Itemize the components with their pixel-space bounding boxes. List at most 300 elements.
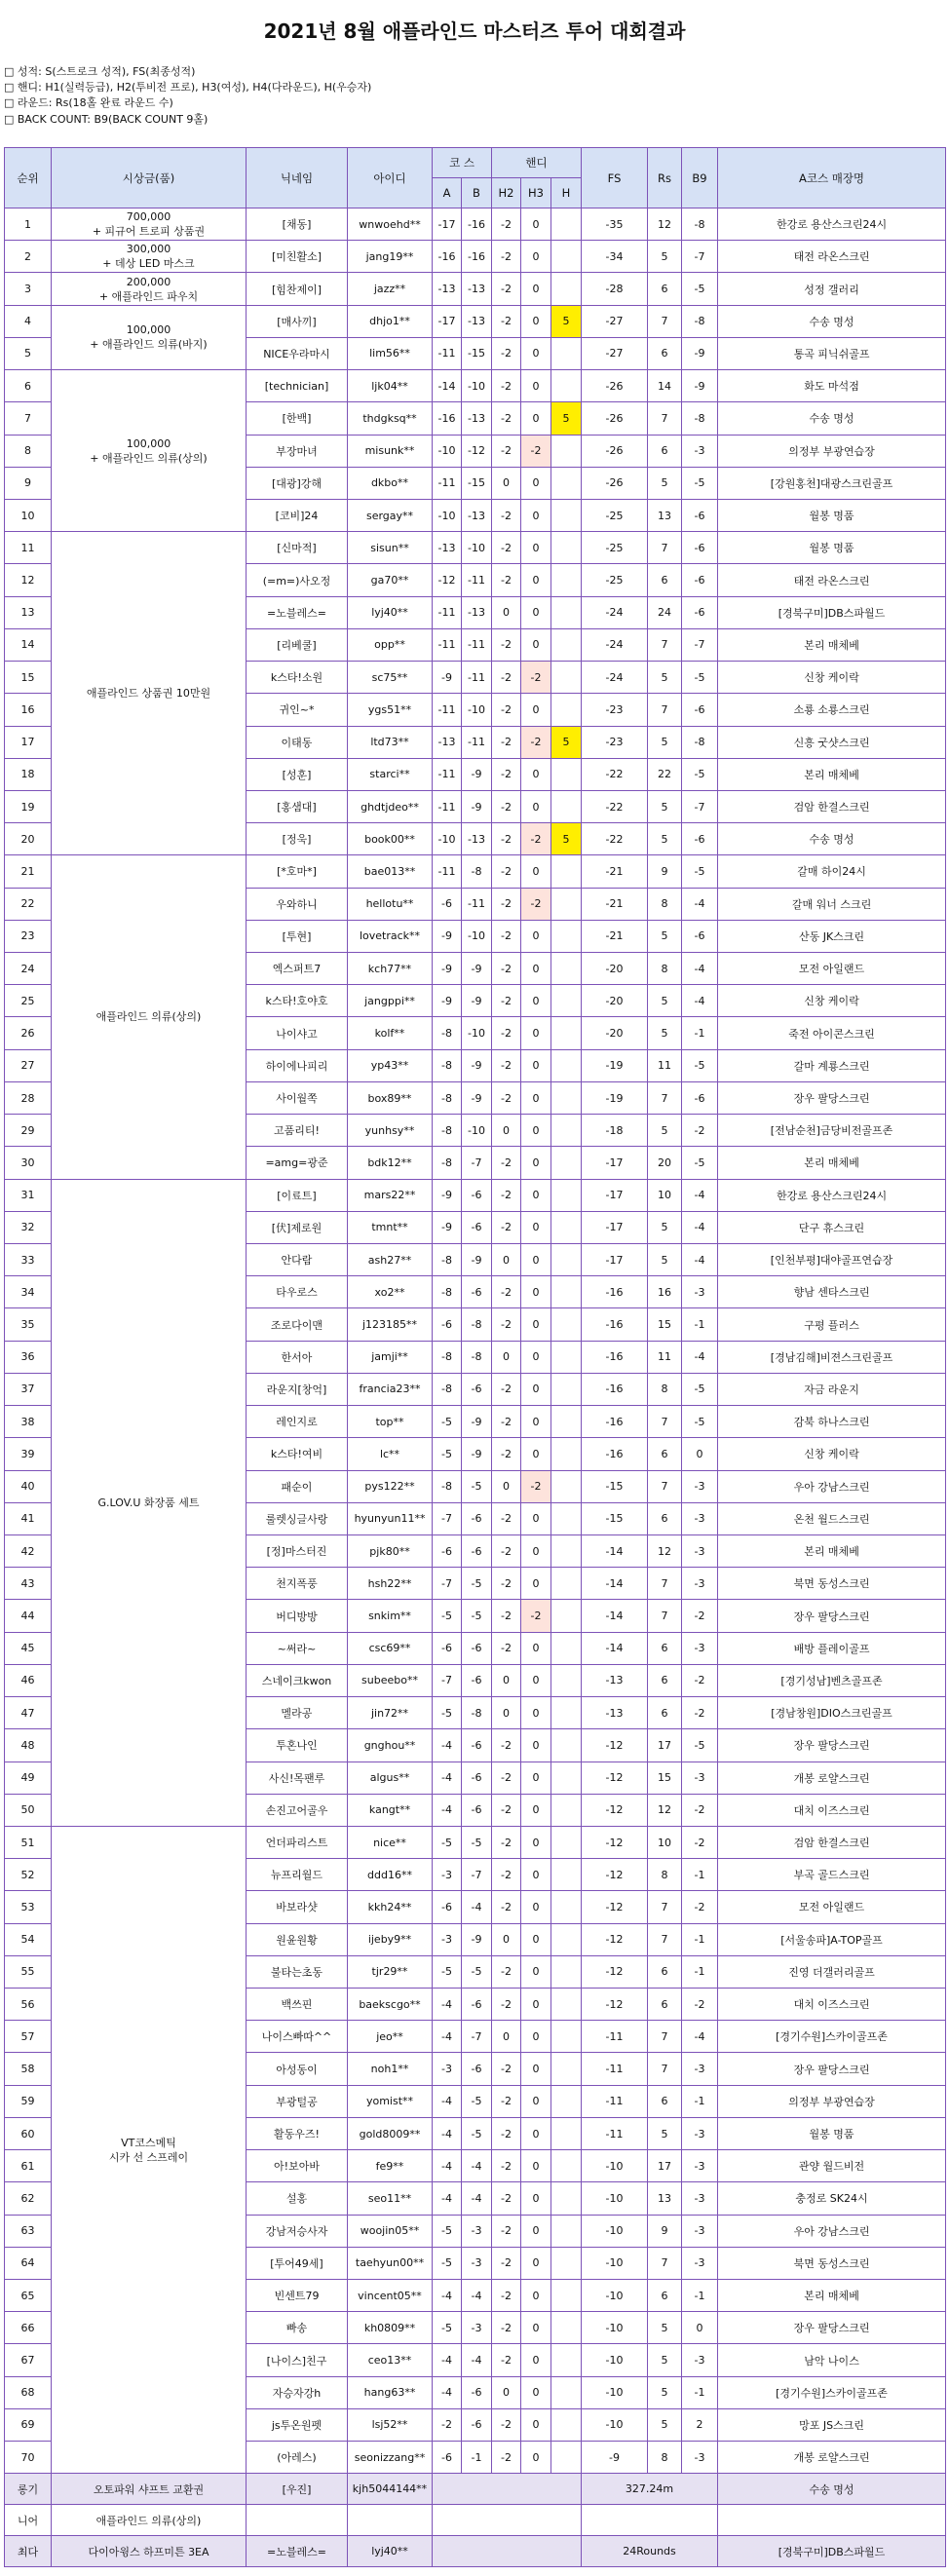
cell-h3: 0 [521, 467, 551, 499]
special-prize: 애플라인드 의류(상의) [52, 2505, 247, 2536]
cell-a: -6 [433, 2442, 462, 2474]
cell-b: -15 [462, 467, 492, 499]
cell-b9: -5 [682, 1049, 718, 1081]
cell-b9: -2 [682, 1600, 718, 1632]
cell-nickname: [*호마*] [247, 855, 348, 888]
cell-b9: -8 [682, 726, 718, 758]
cell-h2: -2 [492, 1989, 521, 2021]
cell-id: lsj52** [348, 2408, 433, 2441]
cell-rs: 6 [648, 337, 682, 369]
cell-b9: -7 [682, 241, 718, 273]
cell-rank: 13 [5, 596, 52, 628]
cell-rs: 13 [648, 2182, 682, 2215]
cell-rs: 17 [648, 1729, 682, 1762]
cell-h [551, 790, 582, 822]
cell-h3: 0 [521, 1276, 551, 1308]
cell-id: wnwoehd** [348, 208, 433, 241]
cell-h [551, 1568, 582, 1600]
cell-rs: 6 [648, 273, 682, 305]
cell-rank: 19 [5, 790, 52, 822]
cell-id: nice** [348, 1826, 433, 1858]
cell-store: 온천 월드스크린 [718, 1502, 946, 1534]
cell-a: -4 [433, 2085, 462, 2117]
cell-store: 성정 갤러리 [718, 273, 946, 305]
cell-fs: -35 [582, 208, 648, 241]
cell-store: [전남순천]금당비전골프존 [718, 1115, 946, 1147]
cell-h3: -2 [521, 1600, 551, 1632]
cell-h2: 0 [492, 1115, 521, 1147]
cell-h2: -2 [492, 855, 521, 888]
cell-id: lovetrack** [348, 920, 433, 952]
cell-rs: 5 [648, 1211, 682, 1243]
cell-id: ltd73** [348, 726, 433, 758]
cell-id: dkbo** [348, 467, 433, 499]
cell-h [551, 1049, 582, 1081]
table-row [5, 855, 946, 888]
cell-h3: 0 [521, 920, 551, 952]
cell-b9: -5 [682, 1406, 718, 1438]
cell-id: lyj40** [348, 596, 433, 628]
cell-fs: -16 [582, 1276, 648, 1308]
cell-nickname: ~써라~ [247, 1632, 348, 1664]
cell-prize: 700,000 + 피규어 트로피 상품권 [52, 208, 247, 241]
header-handi: 핸디 [492, 148, 582, 178]
cell-b9: -9 [682, 337, 718, 369]
cell-store: [강원홍천]대광스크린골프 [718, 467, 946, 499]
cell-h2: -2 [492, 2053, 521, 2085]
cell-b: -10 [462, 1115, 492, 1147]
cell-a: -4 [433, 2344, 462, 2376]
cell-nickname: 바보라샷 [247, 1891, 348, 1923]
cell-h: 5 [551, 823, 582, 855]
cell-b: -10 [462, 532, 492, 564]
cell-fs: -21 [582, 920, 648, 952]
cell-h3: 0 [521, 2312, 551, 2344]
cell-b: -5 [462, 1955, 492, 1988]
cell-id: opp** [348, 628, 433, 661]
cell-h3: 0 [521, 208, 551, 241]
cell-rank: 33 [5, 1244, 52, 1276]
cell-h2: -2 [492, 953, 521, 985]
cell-h3: 0 [521, 1179, 551, 1211]
cell-rank: 30 [5, 1147, 52, 1179]
cell-fs: -12 [582, 1794, 648, 1826]
cell-rank: 58 [5, 2053, 52, 2085]
cell-a: -5 [433, 1438, 462, 1470]
cell-h3: 0 [521, 1115, 551, 1147]
cell-h3: 0 [521, 1017, 551, 1049]
cell-id: ddd16** [348, 1859, 433, 1891]
header-fs: FS [582, 148, 648, 208]
cell-rs: 7 [648, 1600, 682, 1632]
cell-prize: 100,000 + 애플라인드 의류(상의) [52, 370, 247, 532]
cell-h [551, 1762, 582, 1794]
cell-rs: 8 [648, 888, 682, 920]
cell-b9: -3 [682, 2215, 718, 2247]
cell-store: 단구 휴스크린 [718, 1211, 946, 1243]
cell-fs: -26 [582, 467, 648, 499]
cell-nickname: 불타는초동 [247, 1955, 348, 1988]
cell-id: bae013** [348, 855, 433, 888]
cell-id: ghdtjdeo** [348, 790, 433, 822]
cell-b9: -6 [682, 564, 718, 596]
special-label: 롱기 [5, 2474, 52, 2505]
cell-fs: -16 [582, 1438, 648, 1470]
special-prize: 오토파워 샤프트 교환권 [52, 2474, 247, 2505]
cell-nickname: 레인지로 [247, 1406, 348, 1438]
cell-h [551, 1081, 582, 1114]
cell-id: starci** [348, 758, 433, 790]
cell-id: jazz** [348, 273, 433, 305]
special-awards [5, 2474, 946, 2567]
cell-h [551, 1179, 582, 1211]
cell-id: dhjo1** [348, 305, 433, 337]
cell-fs: -11 [582, 2053, 648, 2085]
cell-nickname: 고품리티! [247, 1115, 348, 1147]
cell-fs: -10 [582, 2215, 648, 2247]
cell-a: -16 [433, 241, 462, 273]
cell-store: [서울송파]A-TOP골프 [718, 1923, 946, 1955]
cell-b9: -1 [682, 1308, 718, 1341]
cell-a: -7 [433, 1568, 462, 1600]
cell-a: -5 [433, 2247, 462, 2279]
cell-rank: 49 [5, 1762, 52, 1794]
cell-nickname: [채동] [247, 208, 348, 241]
cell-h3: 0 [521, 1373, 551, 1405]
cell-h3: 0 [521, 499, 551, 531]
cell-h3: 0 [521, 1794, 551, 1826]
cell-nickname: 사이월쪽 [247, 1081, 348, 1114]
cell-nickname: [리베쿨] [247, 628, 348, 661]
cell-h2: 0 [492, 467, 521, 499]
cell-a: -8 [433, 1470, 462, 1502]
cell-rank: 12 [5, 564, 52, 596]
cell-store: [경북구미]DB스파월드 [718, 596, 946, 628]
cell-b: -1 [462, 2442, 492, 2474]
cell-b9: -5 [682, 855, 718, 888]
cell-b9: -5 [682, 1373, 718, 1405]
cell-rank: 10 [5, 499, 52, 531]
cell-store: 본리 매체베 [718, 758, 946, 790]
cell-id: mars22** [348, 1179, 433, 1211]
cell-a: -6 [433, 1308, 462, 1341]
cell-rank: 1 [5, 208, 52, 241]
cell-a: -12 [433, 564, 462, 596]
cell-id: subeebo** [348, 1664, 433, 1696]
cell-a: -10 [433, 435, 462, 467]
cell-h3: 0 [521, 564, 551, 596]
cell-fs: -25 [582, 532, 648, 564]
cell-rank: 60 [5, 2117, 52, 2149]
cell-h [551, 1697, 582, 1729]
cell-b: -11 [462, 564, 492, 596]
cell-h3: 0 [521, 2376, 551, 2408]
cell-id: seo11** [348, 2182, 433, 2215]
cell-fs: -20 [582, 1017, 648, 1049]
cell-h2: -2 [492, 1147, 521, 1179]
cell-rs: 5 [648, 662, 682, 694]
cell-h3: 0 [521, 1438, 551, 1470]
cell-b9: -3 [682, 1502, 718, 1534]
cell-store: 구평 플러스 [718, 1308, 946, 1341]
cell-rs: 14 [648, 370, 682, 402]
cell-rs: 6 [648, 2280, 682, 2312]
cell-b: -7 [462, 1147, 492, 1179]
cell-id: lc** [348, 1438, 433, 1470]
cell-h3: 0 [521, 2085, 551, 2117]
cell-h [551, 1017, 582, 1049]
cell-id: book00** [348, 823, 433, 855]
cell-h [551, 1729, 582, 1762]
cell-b: -7 [462, 2021, 492, 2053]
cell-h [551, 564, 582, 596]
cell-nickname: 활동우즈! [247, 2117, 348, 2149]
special-id: kjh5044144** [348, 2474, 433, 2505]
cell-rank: 11 [5, 532, 52, 564]
cell-b: -5 [462, 2085, 492, 2117]
cell-prize: VT코스메틱 시카 선 스프레이 [52, 1826, 247, 2473]
cell-b9: -4 [682, 1341, 718, 1373]
special-nickname [247, 2505, 348, 2536]
cell-h3: 0 [521, 1729, 551, 1762]
cell-rs: 7 [648, 2247, 682, 2279]
cell-id: jin72** [348, 1697, 433, 1729]
cell-store: 개봉 로얄스크린 [718, 2442, 946, 2474]
legend-notes [4, 64, 371, 128]
cell-id: ljk04** [348, 370, 433, 402]
cell-nickname: =노블레스= [247, 596, 348, 628]
cell-nickname: [technician] [247, 370, 348, 402]
cell-h2: -2 [492, 273, 521, 305]
cell-h2: -2 [492, 208, 521, 241]
cell-h2: 0 [492, 2021, 521, 2053]
cell-h2: 0 [492, 1244, 521, 1276]
cell-store: 감북 하나스크린 [718, 1406, 946, 1438]
cell-h3: 0 [521, 953, 551, 985]
table-row [5, 370, 946, 402]
cell-a: -8 [433, 1049, 462, 1081]
cell-b: -6 [462, 1664, 492, 1696]
cell-fs: -16 [582, 1308, 648, 1341]
cell-a: -4 [433, 2150, 462, 2182]
cell-h [551, 2442, 582, 2474]
cell-rs: 10 [648, 1826, 682, 1858]
cell-h [551, 2247, 582, 2279]
cell-rank: 5 [5, 337, 52, 369]
cell-h2: -2 [492, 1211, 521, 1243]
cell-rank: 52 [5, 1859, 52, 1891]
cell-rs: 5 [648, 467, 682, 499]
cell-id: baekscgo** [348, 1989, 433, 2021]
special-id [348, 2505, 433, 2536]
cell-rank: 7 [5, 402, 52, 435]
cell-rs: 24 [648, 596, 682, 628]
cell-fs: -10 [582, 2280, 648, 2312]
cell-nickname: [伏]제로원 [247, 1211, 348, 1243]
cell-fs: -34 [582, 241, 648, 273]
cell-prize: 200,000 + 애플라인드 파우치 [52, 273, 247, 305]
cell-b: -13 [462, 823, 492, 855]
cell-id: jeo** [348, 2021, 433, 2053]
cell-rs: 5 [648, 1017, 682, 1049]
cell-b9: -3 [682, 1534, 718, 1567]
cell-store: 검암 한결스크린 [718, 1826, 946, 1858]
cell-rs: 8 [648, 953, 682, 985]
cell-b: -6 [462, 2408, 492, 2441]
cell-rs: 7 [648, 1568, 682, 1600]
cell-h [551, 1794, 582, 1826]
cell-nickname: 뉴프리월드 [247, 1859, 348, 1891]
cell-h2: -2 [492, 1438, 521, 1470]
cell-store: 수송 명성 [718, 402, 946, 435]
cell-h3: 0 [521, 1859, 551, 1891]
cell-id: yomist** [348, 2085, 433, 2117]
cell-fs: -17 [582, 1244, 648, 1276]
cell-h3: 0 [521, 2215, 551, 2247]
cell-h [551, 1664, 582, 1696]
cell-b9: -1 [682, 2280, 718, 2312]
header-rs: Rs [648, 148, 682, 208]
table-row [5, 532, 946, 564]
cell-rank: 70 [5, 2442, 52, 2474]
cell-b: -6 [462, 1534, 492, 1567]
cell-h2: -2 [492, 1502, 521, 1534]
cell-b9: -5 [682, 662, 718, 694]
cell-h [551, 888, 582, 920]
cell-h3: 0 [521, 305, 551, 337]
cell-h2: 0 [492, 2376, 521, 2408]
cell-h [551, 694, 582, 726]
cell-rs: 5 [648, 790, 682, 822]
cell-store: 관양 월드비전 [718, 2150, 946, 2182]
cell-nickname: [미친활소] [247, 241, 348, 273]
cell-id: ga70** [348, 564, 433, 596]
header-a: A [433, 178, 462, 208]
cell-store: [경기수원]스카이골프존 [718, 2376, 946, 2408]
cell-nickname: [홍샘대] [247, 790, 348, 822]
cell-id: pjk80** [348, 1534, 433, 1567]
cell-fs: -9 [582, 2442, 648, 2474]
cell-rs: 11 [648, 1049, 682, 1081]
cell-h2: -2 [492, 1826, 521, 1858]
cell-id: gold8009** [348, 2117, 433, 2149]
cell-b9: -2 [682, 1697, 718, 1729]
cell-fs: -14 [582, 1600, 648, 1632]
cell-id: jangppi** [348, 985, 433, 1017]
cell-id: yunhsy** [348, 1115, 433, 1147]
cell-store: 북면 동성스크린 [718, 2247, 946, 2279]
cell-h2: -2 [492, 2442, 521, 2474]
cell-h: 5 [551, 726, 582, 758]
cell-h2: -2 [492, 1179, 521, 1211]
cell-store: 장우 팔당스크린 [718, 2312, 946, 2344]
cell-store: 장우 팔당스크린 [718, 1600, 946, 1632]
cell-h3: 0 [521, 596, 551, 628]
cell-fs: -10 [582, 2376, 648, 2408]
cell-nickname: [힘찬제이] [247, 273, 348, 305]
header-h2: H2 [492, 178, 521, 208]
cell-rank: 42 [5, 1534, 52, 1567]
cell-store: 한강로 용산스크린24시 [718, 208, 946, 241]
cell-b: -6 [462, 1211, 492, 1243]
cell-h3: 0 [521, 337, 551, 369]
cell-h3: 0 [521, 628, 551, 661]
cell-fs: -19 [582, 1049, 648, 1081]
cell-store: 죽전 아이콘스크린 [718, 1017, 946, 1049]
cell-h [551, 1989, 582, 2021]
cell-id: kkh24** [348, 1891, 433, 1923]
cell-h2: -2 [492, 2247, 521, 2279]
cell-id: kangt** [348, 1794, 433, 1826]
cell-rs: 22 [648, 758, 682, 790]
cell-h [551, 1147, 582, 1179]
cell-a: -17 [433, 208, 462, 241]
cell-nickname: 빈센트79 [247, 2280, 348, 2312]
cell-h2: -2 [492, 1891, 521, 1923]
header-rank: 순위 [5, 148, 52, 208]
cell-a: -11 [433, 855, 462, 888]
cell-rs: 7 [648, 1891, 682, 1923]
cell-rs: 5 [648, 2376, 682, 2408]
cell-fs: -18 [582, 1115, 648, 1147]
cell-h [551, 1891, 582, 1923]
cell-rank: 40 [5, 1470, 52, 1502]
cell-fs: -20 [582, 953, 648, 985]
cell-id: hang63** [348, 2376, 433, 2408]
cell-nickname: 원윤원황 [247, 1923, 348, 1955]
cell-nickname: 자승자강h [247, 2376, 348, 2408]
cell-h [551, 758, 582, 790]
cell-h2: -2 [492, 2085, 521, 2117]
cell-id: gnghou** [348, 1729, 433, 1762]
cell-id: csc69** [348, 1632, 433, 1664]
cell-nickname: (아레스) [247, 2442, 348, 2474]
cell-b9: -2 [682, 1115, 718, 1147]
cell-store: [경기수원]스카이골프존 [718, 2021, 946, 2053]
cell-h2: -2 [492, 1406, 521, 1438]
cell-b9: -6 [682, 596, 718, 628]
cell-a: -8 [433, 1341, 462, 1373]
special-empty [433, 2505, 582, 2536]
cell-nickname: 하이에나피리 [247, 1049, 348, 1081]
cell-a: -4 [433, 2021, 462, 2053]
cell-b9: -3 [682, 1568, 718, 1600]
cell-store: 갈마 계룡스크린 [718, 1049, 946, 1081]
cell-h [551, 2182, 582, 2215]
cell-b9: -8 [682, 208, 718, 241]
cell-h3: 0 [521, 1081, 551, 1114]
cell-h2: -2 [492, 726, 521, 758]
cell-rank: 44 [5, 1600, 52, 1632]
cell-b9: -3 [682, 2182, 718, 2215]
cell-nickname: js투온원펫 [247, 2408, 348, 2441]
cell-rs: 6 [648, 2085, 682, 2117]
cell-a: -4 [433, 1762, 462, 1794]
cell-h [551, 2344, 582, 2376]
cell-rank: 24 [5, 953, 52, 985]
cell-rs: 5 [648, 823, 682, 855]
special-nickname: =노블레스= [247, 2536, 348, 2567]
cell-a: -5 [433, 1406, 462, 1438]
cell-h3: 0 [521, 1147, 551, 1179]
cell-nickname: 타우로스 [247, 1276, 348, 1308]
cell-fs: -17 [582, 1211, 648, 1243]
cell-h3: 0 [521, 1891, 551, 1923]
cell-fs: -12 [582, 1989, 648, 2021]
cell-id: misunk** [348, 435, 433, 467]
cell-rank: 53 [5, 1891, 52, 1923]
cell-h2: 0 [492, 1664, 521, 1696]
